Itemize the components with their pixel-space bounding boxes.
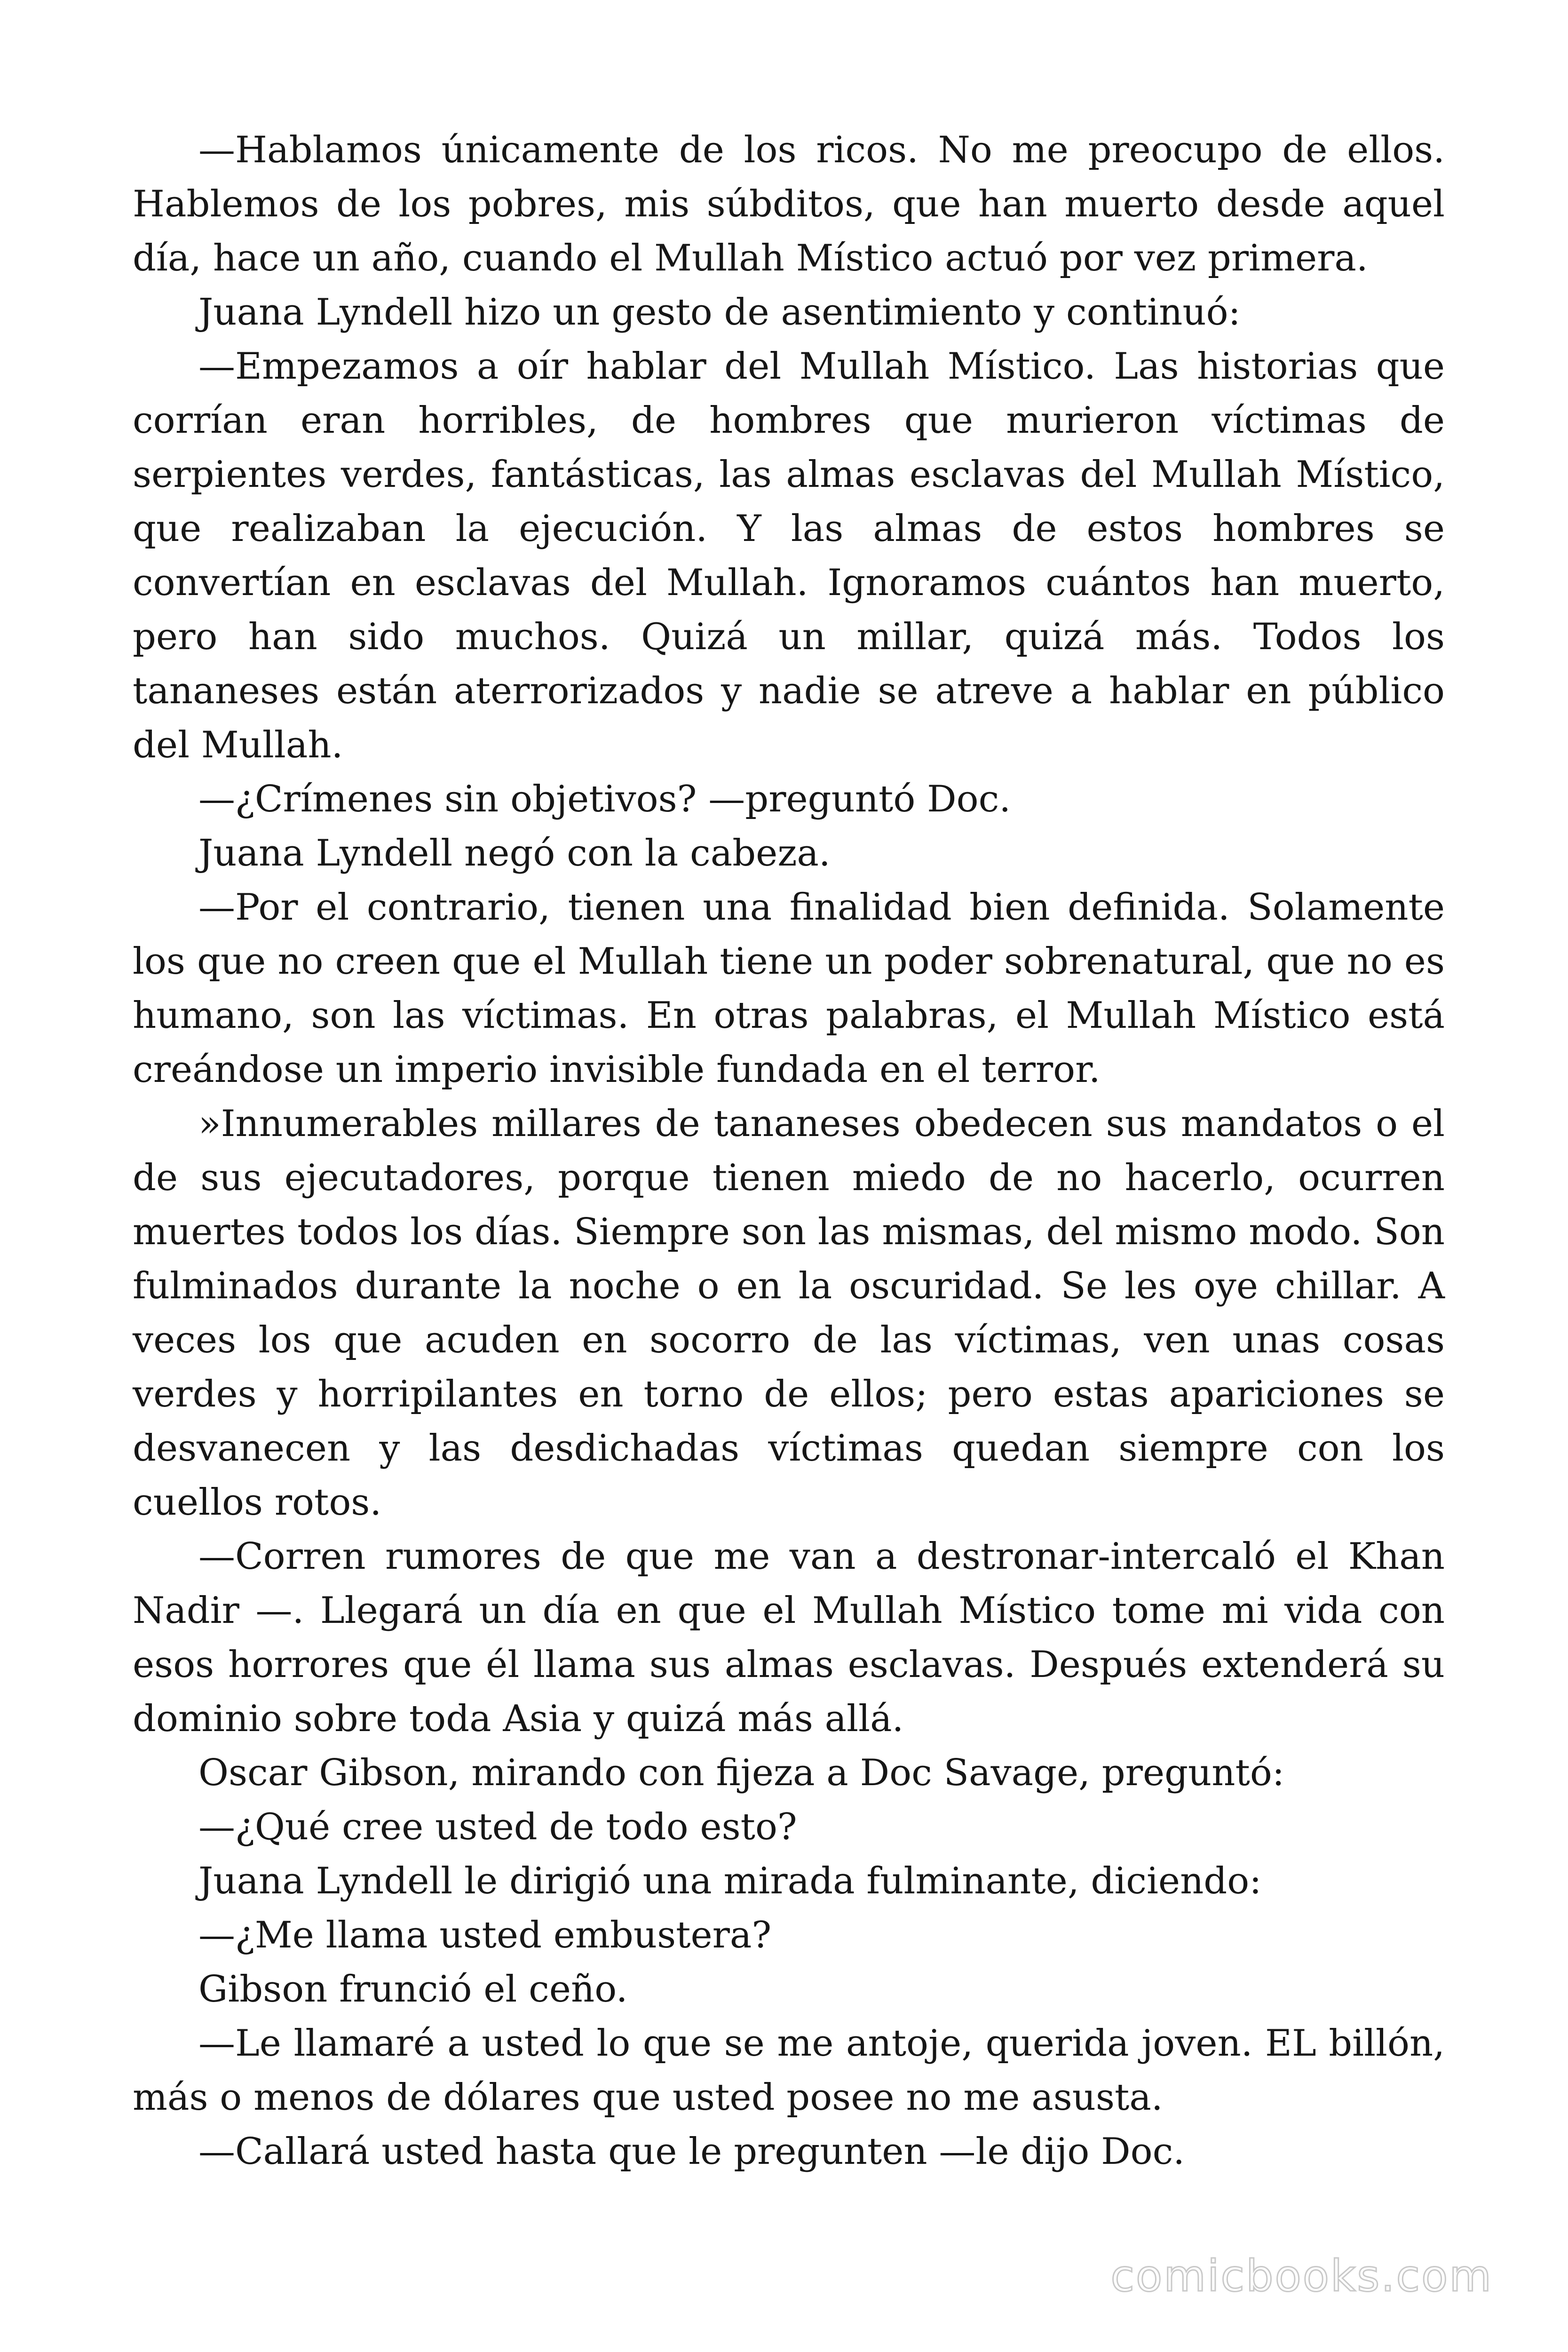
page-body (133, 123, 1445, 2179)
paragraph: —Empezamos a oír hablar del Mullah Místico. Las historias que corrían eran horribles, de hombres que murieron víctimas de serpientes verdes, fantásticas, las almas esclavas del Mullah Místico, que realizaban la ejecución. Y las almas de estos hombres se convertían en esclavas del Mullah. Ignoramos cuántos han muerto, pero han sido muchos. Quizá un millar, quizá más. Todos los tananeses están aterrorizados y nadie se atreve a hablar en público del Mullah. (133, 345, 1445, 766)
paragraph: Juana Lyndell hizo un gesto de asentimiento y continuó: (198, 291, 1241, 334)
paragraph: —¿Me llama usted embustera? (198, 1914, 772, 1956)
paragraph: —¿Crímenes sin objetivos? —preguntó Doc. (198, 778, 1011, 820)
paragraph: —Hablamos únicamente de los ricos. No me preocupo de ellos. Hablemos de los pobres, mis súbditos, que han muerto desde aquel día, hace un año, cuando el Mullah Místico actuó por vez primera. (133, 129, 1445, 279)
paragraph: »Innumerables millares de tananeses obedecen sus mandatos o el de sus ejecutadores, porque tienen miedo de no hacerlo, ocurren muertes todos los días. Siempre son las mismas, del mismo modo. Son fulminados durante la noche o en la oscuridad. Se les oye chillar. A veces los que acuden en socorro de las víctimas, ven unas cosas verdes y horripilantes en torno de ellos; pero estas apariciones se desvanecen y las desdichadas víctimas quedan siempre con los cuellos rotos. (133, 1103, 1445, 1524)
paragraph: —Por el contrario, tienen una finalidad bien definida. Solamente los que no creen que el Mullah tiene un poder sobrenatural, que no es humano, son las víctimas. En otras palabras, el Mullah Místico está creándose un imperio invisible fundada en el terror. (133, 886, 1445, 1091)
paragraph: —¿Qué cree usted de todo esto? (198, 1806, 797, 1848)
paragraph: —Le llamaré a usted lo que se me antoje, querida joven. EL billón, más o menos de dólares que usted posee no me asusta. (133, 2022, 1445, 2119)
paragraph: Juana Lyndell le dirigió una mirada fulminante, diciendo: (198, 1860, 1262, 1902)
watermark: comicbooks.com (1110, 2251, 1493, 2301)
paragraph: Oscar Gibson, mirando con fijeza a Doc Savage, preguntó: (198, 1752, 1285, 1794)
paragraph: Juana Lyndell negó con la cabeza. (198, 832, 831, 874)
paragraph: —Corren rumores de que me van a destronar-intercaló el Khan Nadir —. Llegará un día en que el Mullah Místico tome mi vida con esos horrores que él llama sus almas esclavas. Después extenderá su dominio sobre toda Asia y quizá más allá. (133, 1535, 1445, 1740)
paragraph: —Callará usted hasta que le pregunten —le dijo Doc. (198, 2130, 1185, 2173)
paragraph: Gibson frunció el ceño. (198, 1968, 628, 2010)
